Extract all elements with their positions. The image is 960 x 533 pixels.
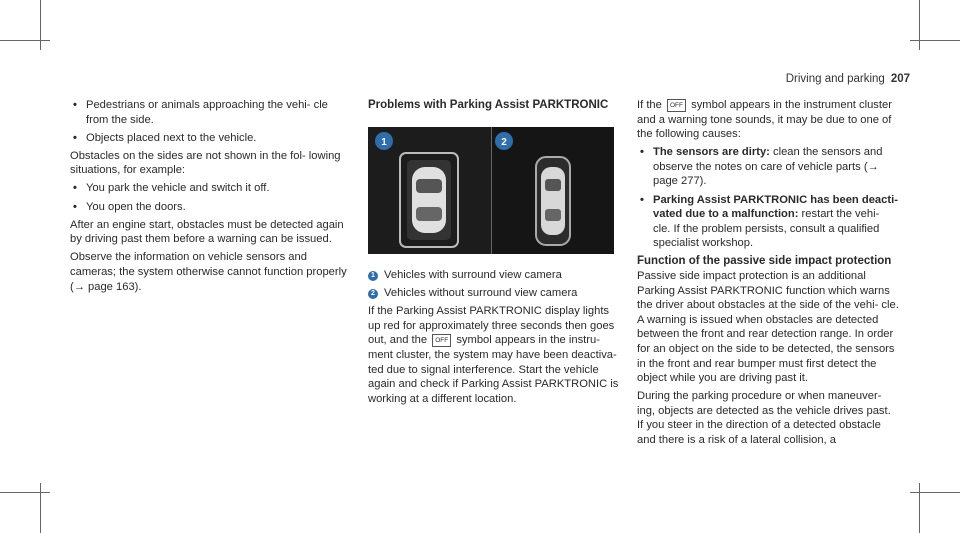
list-item: • Parking Assist PARKTRONIC has been deacti- vated due to a malfunction: restart the vehi- cle. If the problem persists, consult a qualified specialist workshop.	[637, 193, 899, 251]
page-number: 207	[890, 73, 910, 85]
list-item: • The sensors are dirty: clean the sensors and observe the notes on care of vehicle parts (→ page 277).	[637, 145, 899, 189]
column-3	[637, 98, 899, 451]
crop-mark	[919, 0, 920, 50]
display-illustration	[368, 127, 614, 254]
crop-mark	[40, 483, 41, 533]
column-2-body	[368, 268, 620, 410]
callout-label-1: 1	[381, 137, 387, 148]
callout-badge-1: 1	[368, 271, 378, 281]
parktronic-off-symbol: OFF	[667, 99, 686, 112]
paragraph: After an engine start, obstacles must be detected again by driving past them before a warning can be issued.	[70, 218, 344, 246]
crop-mark	[0, 40, 50, 41]
section-heading: Function of the passive side impact protection	[637, 255, 892, 268]
crop-mark	[919, 483, 920, 533]
crop-mark	[0, 492, 50, 493]
list-item: • You open the doors.	[70, 200, 352, 215]
paragraph: During the parking procedure or when maneuver- ing, objects are detected as the vehicle drives past. If you steer in the direction of a detected obstacle and there is a risk of a lateral collision, a	[637, 390, 891, 447]
paragraph: If the OFF symbol appears in the instrument cluster and a warning tone sounds, it may be due to one of the following causes:	[637, 99, 892, 141]
callout-badge-2: 2	[368, 289, 378, 299]
paragraph: If the Parking Assist PARKTRONIC display lights up red for approximately three seconds then goes out, and the OFF symbol appears in the instru- ment cluster, the system may have been deactiva- ted due to signal interference. Start the vehicle again and check if Parking Assist PARKTRONIC is working at a different location.	[368, 305, 619, 405]
section-heading: Problems with Parking Assist PARKTRONIC	[368, 99, 609, 111]
paragraph: Passive side impact protection is an additional Parking Assist PARKTRONIC function which warns the driver about obstacles at the side of the vehi- cle. A warning is issued when obstacles are detected between the front and rear detection range. In order for an object on the side to be detected, the sensors in the front and rear bumper must first detect the object while you are driving past it.	[637, 270, 899, 385]
column-2	[368, 98, 620, 113]
caption-1: 1 Vehicles with surround view camera	[368, 268, 620, 283]
list-item: • Objects placed next to the vehicle.	[70, 131, 352, 146]
column-1	[70, 98, 352, 298]
paragraph-with-link[interactable]: Observe the information on vehicle sensors and cameras; the system otherwise cannot function properly (→ page 163).	[70, 251, 347, 293]
list-item: • You park the vehicle and switch it off.	[70, 181, 352, 196]
crop-mark	[910, 40, 960, 41]
paragraph: Obstacles on the sides are not shown in the fol- lowing situations, for example:	[70, 149, 341, 177]
section-title: Driving and parking	[785, 73, 885, 85]
parktronic-off-symbol: OFF	[432, 334, 451, 347]
crop-mark	[40, 0, 41, 50]
list-item: • Pedestrians or animals approaching the vehi- cle from the side.	[70, 98, 352, 127]
caption-2: 2 Vehicles without surround view camera	[368, 286, 620, 301]
callout-label-2: 2	[501, 137, 507, 148]
running-header	[786, 73, 910, 85]
parktronic-figure	[368, 127, 614, 254]
crop-mark	[910, 492, 960, 493]
